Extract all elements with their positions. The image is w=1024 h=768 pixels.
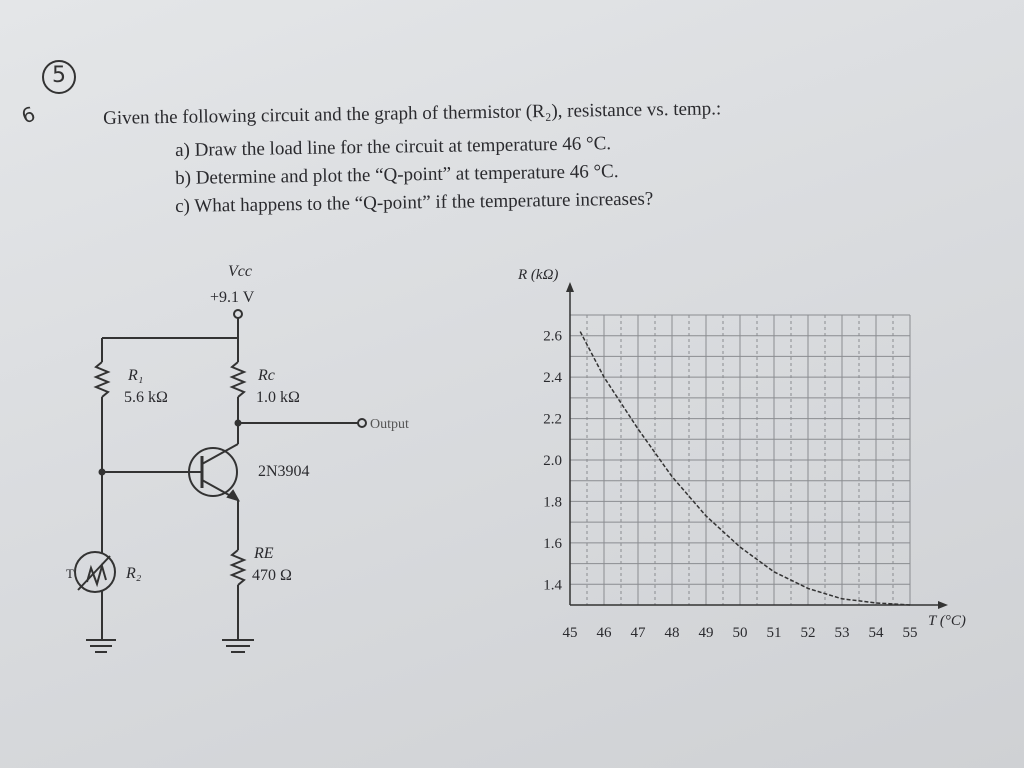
r1-label: R₁ [128,367,144,384]
circuit-diagram [50,250,570,670]
x-tick-label: 54 [868,625,884,641]
y-tick-label: 1.8 [543,494,562,511]
y-tick-label: 2.4 [543,370,562,387]
x-tick-label: 55 [902,625,918,641]
x-axis-arrow [938,601,948,609]
rc-label: Rc [258,367,275,384]
re-label: RE [254,545,274,562]
chart-xlabel: T (°C) [928,613,966,629]
question-item-c: c) What happens to the “Q-point” if the temperature increases? [175,188,654,217]
y-tick-label: 2.2 [543,411,562,428]
question-item-b: b) Determine and plot the “Q-point” at temperature 46 °C. [175,161,619,189]
question-intro: Given the following circuit and the graph of thermistor (R₂), resistance vs. temp.: [103,98,722,129]
vcc-terminal [234,310,242,318]
r1-resistor [96,362,108,397]
chart-grid [570,315,910,605]
x-tick-label: 53 [834,625,850,641]
x-tick-label: 46 [596,625,612,641]
question-number: 5 [42,60,76,94]
x-tick-label: 52 [800,625,816,641]
rc-value: 1.0 kΩ [256,389,300,406]
vcc-value: +9.1 V [210,289,255,306]
question-number-alt: 6 [18,101,39,129]
output-label: Output [370,417,409,432]
chart-ylabel: R (kΩ) [518,267,559,283]
y-tick-label: 1.4 [543,577,562,594]
x-tick-label: 48 [664,625,680,641]
x-tick-label: 47 [630,625,646,641]
rc-resistor [232,362,244,397]
question-item-a: a) Draw the load line for the circuit at temperature 46 °C. [175,133,612,161]
r2-label: R₂ [126,565,142,582]
y-tick-label: 1.6 [543,535,562,552]
output-terminal [358,419,366,427]
r1-value: 5.6 kΩ [124,389,168,406]
y-tick-label: 2.6 [543,328,562,345]
vcc-label: Vcc [228,263,252,280]
x-tick-label: 50 [732,625,748,641]
re-resistor [232,550,244,585]
transistor-label: 2N3904 [258,463,310,480]
y-axis-arrow [566,282,574,292]
y-tick-label: 2.0 [543,453,562,469]
x-tick-label: 51 [766,625,782,641]
chart-ticks [543,329,917,641]
thermistor-t-label: T [66,566,74,581]
re-value: 470 Ω [252,567,292,584]
x-tick-label: 45 [562,625,578,641]
resistance-temperature-chart [500,255,980,655]
x-tick-label: 49 [698,625,714,641]
